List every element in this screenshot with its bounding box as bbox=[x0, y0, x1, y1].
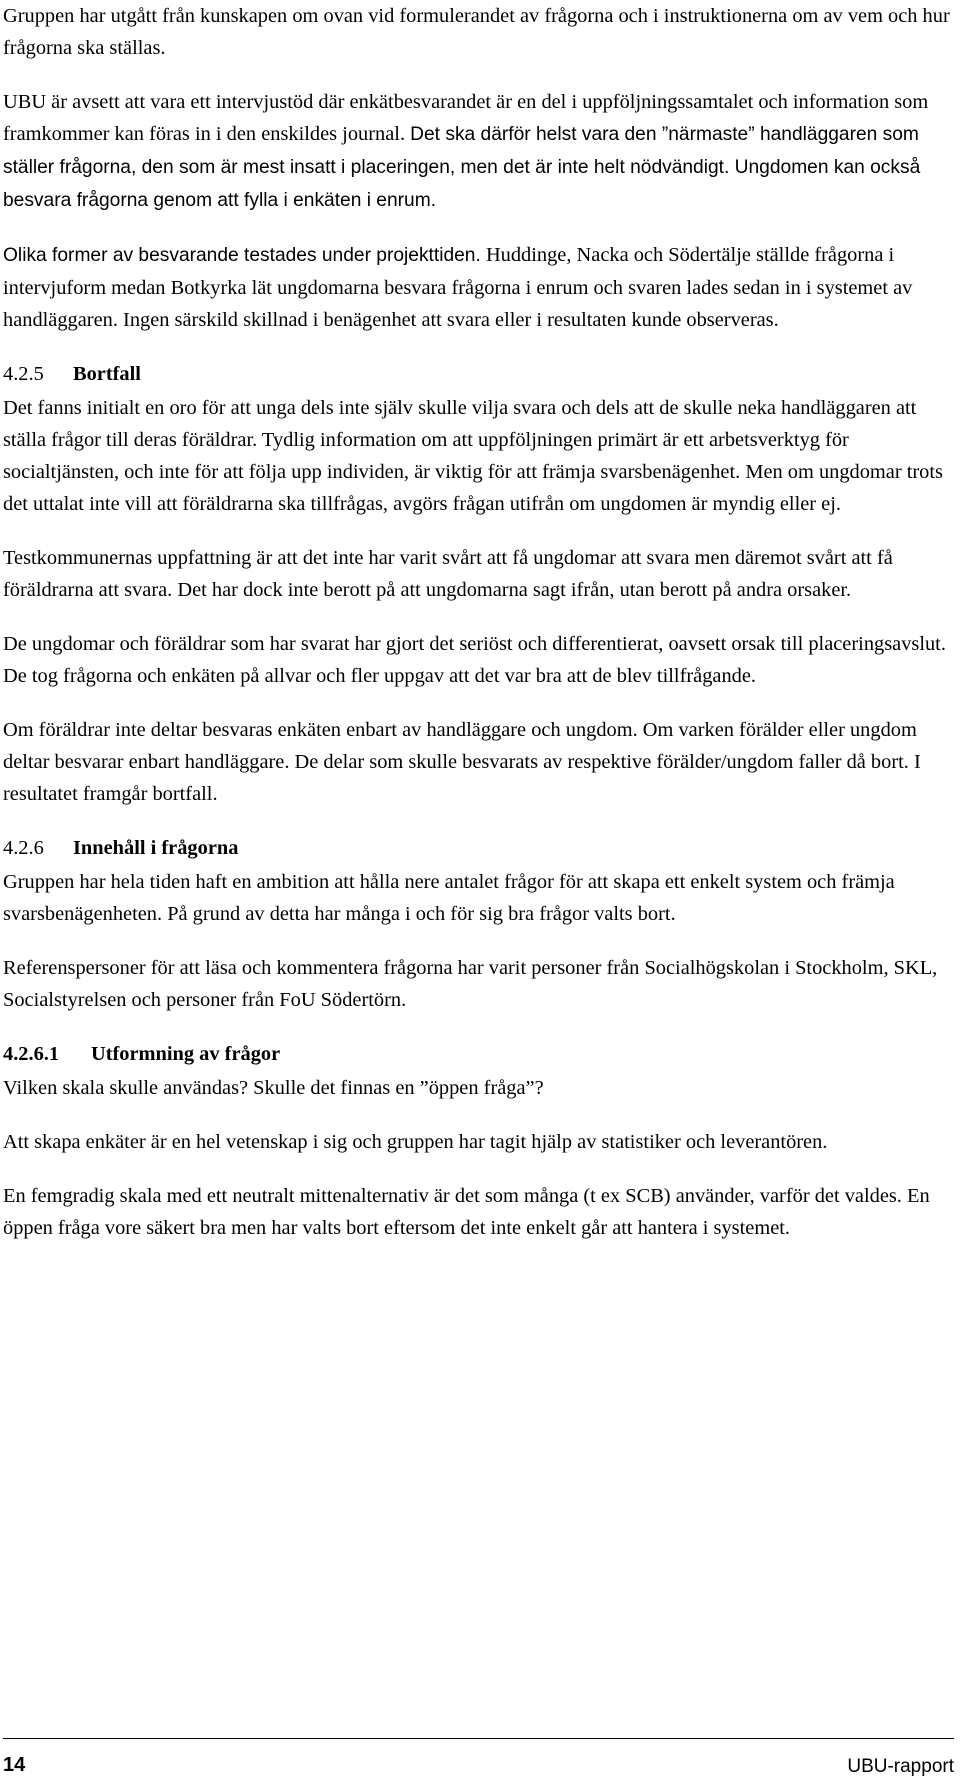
paragraph-scale-question: Vilken skala skulle användas? Skulle det finnas en ”öppen fråga”? bbox=[3, 1077, 544, 1099]
subsection-heading-utformning bbox=[3, 1038, 953, 1070]
section-title: Bortfall bbox=[73, 363, 141, 385]
section-title: Innehåll i frågorna bbox=[73, 837, 239, 859]
paragraph-response-forms-text: Huddinge, Nacka och Södertälje ställde frågorna i intervjuform medan Botkyrka lät ungdomarna besvara frågorna i enrum och svaren lades sedan in i systemet av handläggaren. Ingen särskild skillnad i benägenhet att svara eller i resultaten kunde observeras. bbox=[3, 244, 913, 331]
paragraph-response-forms bbox=[3, 239, 953, 336]
paragraph-interview-support-text: UBU är avsett att vara ett intervjustöd där enkätbesvarandet är en del i uppföljningssamtalet och information som framkommer kan föras in i den enskildes journal. bbox=[3, 91, 929, 145]
paragraph-response-forms-sans-text: Olika former av besvarande testades under projekttiden. bbox=[3, 245, 481, 266]
section-number: 4.2.5 bbox=[3, 363, 44, 385]
page-body bbox=[3, 0, 953, 1266]
section-number: 4.2.6 bbox=[3, 837, 44, 859]
paragraph-five-grade-scale: En femgradig skala med ett neutralt mittenalternativ är det som många (t ex SCB) använder, varför det valdes. En öppen fråga vore säkert bra men har valts bort eftersom det inte enkelt går att hantera i systemet. bbox=[3, 1185, 930, 1239]
paragraph-intro: Gruppen har utgått från kunskapen om ovan vid formulerandet av frågorna och i instruktionerna om av vem och hur frågorna ska ställas. bbox=[3, 5, 950, 59]
section-heading-bortfall bbox=[3, 358, 953, 390]
page-footer bbox=[3, 1738, 954, 1791]
paragraph-test-municipalities: Testkommunernas uppfattning är att det inte har varit svårt att få ungdomar att svara men däremot svårt att få föräldrarna att svara. Det har dock inte berott på att ungdomarna sagt ifrån, utan berott på andra orsaker. bbox=[3, 547, 893, 601]
subsection-number: 4.2.6.1 bbox=[3, 1043, 60, 1065]
paragraph-survey-science: Att skapa enkäter är en hel vetenskap i sig och gruppen har tagit hjälp av statistiker och leverantören. bbox=[3, 1131, 828, 1153]
section-heading-innehall bbox=[3, 832, 953, 864]
paragraph-initial-concern: Det fanns initialt en oro för att unga dels inte själv skulle vilja svara och dels att de skulle neka handläggaren att ställa frågor till deras föräldrar. Tydlig information om att uppföljningen primärt är ett arbetsverktyg för socialtjänsten, och inte för att följa upp individen, är viktig för att främja svarsbenägenhet. Men om ungdomar trots det uttalat inte vill att föräldrarna ska tillfrågas, avgörs frågan utifrån om ungdomen är myndig eller ej. bbox=[3, 397, 943, 515]
paragraph-ambition: Gruppen har hela tiden haft en ambition att hålla nere antalet frågor för att skapa ett enkelt system och främja svarsbenägenheten. På grund av detta har många i och för sig bra frågor valts bort. bbox=[3, 871, 895, 925]
paragraph-serious-answers: De ungdomar och föräldrar som har svarat har gjort det seriöst och differentierat, oavsett orsak till placeringsavslut. De tog frågorna och enkäten på allvar och fler uppgav att det var bra att de blev tillfrågande. bbox=[3, 633, 946, 687]
subsection-title: Utformning av frågor bbox=[91, 1043, 281, 1065]
report-name: UBU-rapport bbox=[847, 1756, 954, 1777]
paragraph-reference-persons: Referenspersoner för att läsa och kommentera frågorna har varit personer från Socialhögskolan i Stockholm, SKL, Socialstyrelsen och personer från FoU Södertörn. bbox=[3, 957, 938, 1011]
page-number: 14 bbox=[3, 1754, 26, 1776]
paragraph-interview-support bbox=[3, 86, 953, 217]
paragraph-interview-support-sans-text: Det ska därför helst vara den ”närmaste” handläggaren som ställer frågorna, den som är mest insatt i placeringen, men det är inte helt nödvändigt. Ungdomen kan också besvara frågorna genom att fylla i enkäten i enrum. bbox=[3, 124, 921, 211]
paragraph-parents-absent: Om föräldrar inte deltar besvaras enkäten enbart av handläggare och ungdom. Om varken förälder eller ungdom deltar besvarar enbart handläggare. De delar som skulle besvarats av respektive förälder/ungdom faller då bort. I resultatet framgår bortfall. bbox=[3, 719, 921, 805]
